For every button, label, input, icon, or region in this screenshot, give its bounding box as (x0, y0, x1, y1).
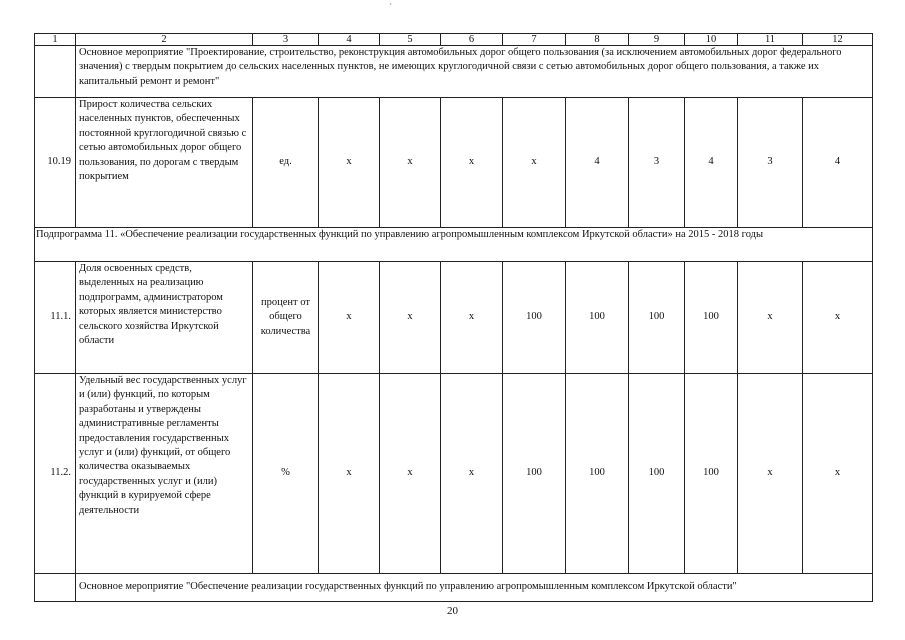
value-cell: 100 (685, 262, 738, 374)
row-number: 10.19 (35, 98, 76, 228)
scan-mark: ´ (389, 2, 392, 12)
header-cell: 12 (803, 34, 873, 46)
header-row (35, 34, 873, 46)
empty-cell (35, 574, 76, 602)
subprogram-title: Подпрограмма 11. «Обеспечение реализации государственных функций по управлению агропромышленным комплексом Иркутской области» на 2015 - 2018 годы (35, 228, 873, 262)
row-number: 11.1. (35, 262, 76, 374)
unit-cell: ед. (253, 98, 319, 228)
value-cell: х (441, 262, 503, 374)
value-cell: х (738, 262, 803, 374)
value-cell: х (380, 262, 441, 374)
header-cell: 5 (380, 34, 441, 46)
value-cell: х (380, 374, 441, 574)
value-cell: х (319, 374, 380, 574)
value-cell: 100 (566, 262, 629, 374)
unit-cell: процент от общего количества (253, 262, 319, 374)
indicator-name: Прирост количества сельских населенных пунктов, обеспеченных постоянной круглогодичной связью с сетью автомобильных дорог общего пользования, по дорогам с твердым покрытием (76, 98, 253, 228)
value-cell: 100 (685, 374, 738, 574)
value-cell: х (738, 374, 803, 574)
page-number: 20 (447, 605, 458, 617)
value-cell: 100 (629, 262, 685, 374)
header-cell: 11 (738, 34, 803, 46)
header-cell: 6 (441, 34, 503, 46)
value-cell: х (803, 262, 873, 374)
header-cell: 4 (319, 34, 380, 46)
header-cell: 9 (629, 34, 685, 46)
value-cell: х (441, 374, 503, 574)
measure-roads-text: Основное мероприятие "Проектирование, строительство, реконструкция автомобильных дорог общего пользования (за исключением автомобильных дорог федерального значения) с твердым покрытием до сельских населенных пунктов, не имеющих круглогодичной связи с сетью автомобильных дорог общего пользования, а также их капитальный ремонт и ремонт" (76, 46, 873, 98)
unit-cell: % (253, 374, 319, 574)
value-cell: 100 (566, 374, 629, 574)
header-cell: 2 (76, 34, 253, 46)
table-row-subprogram (35, 228, 873, 262)
header-cell: 10 (685, 34, 738, 46)
table-row-11-2 (35, 374, 873, 574)
header-cell: 8 (566, 34, 629, 46)
value-cell: 100 (503, 374, 566, 574)
table-row-11-1 (35, 262, 873, 374)
indicator-name: Удельный вес государственных услуг и (или) функций, по которым разработаны и утверждены административные регламенты предоставления государственных услуг и (или) функций, от общего количества оказываемых государственных услуг и (или) функций в курируемой сфере деятельности (76, 374, 253, 574)
indicators-table (34, 33, 873, 602)
table-row-measure-functions (35, 574, 873, 602)
empty-cell (35, 46, 76, 98)
value-cell: 4 (566, 98, 629, 228)
indicator-name: Доля освоенных средств, выделенных на реализацию подпрограмм, администратором которых является министерство сельского хозяйства Иркутской области (76, 262, 253, 374)
row-number: 11.2. (35, 374, 76, 574)
value-cell: х (441, 98, 503, 228)
value-cell: 4 (685, 98, 738, 228)
value-cell: 3 (629, 98, 685, 228)
header-cell: 7 (503, 34, 566, 46)
table-row-10-19 (35, 98, 873, 228)
table-row-measure-roads (35, 46, 873, 98)
value-cell: 3 (738, 98, 803, 228)
value-cell: 4 (803, 98, 873, 228)
value-cell: х (319, 262, 380, 374)
header-cell: 1 (35, 34, 76, 46)
value-cell: х (380, 98, 441, 228)
value-cell: х (319, 98, 380, 228)
value-cell: х (503, 98, 566, 228)
value-cell: х (803, 374, 873, 574)
value-cell: 100 (629, 374, 685, 574)
value-cell: 100 (503, 262, 566, 374)
header-cell: 3 (253, 34, 319, 46)
measure-functions-text: Основное мероприятие "Обеспечение реализации государственных функций по управлению агропромышленным комплексом Иркутской области" (76, 574, 873, 602)
